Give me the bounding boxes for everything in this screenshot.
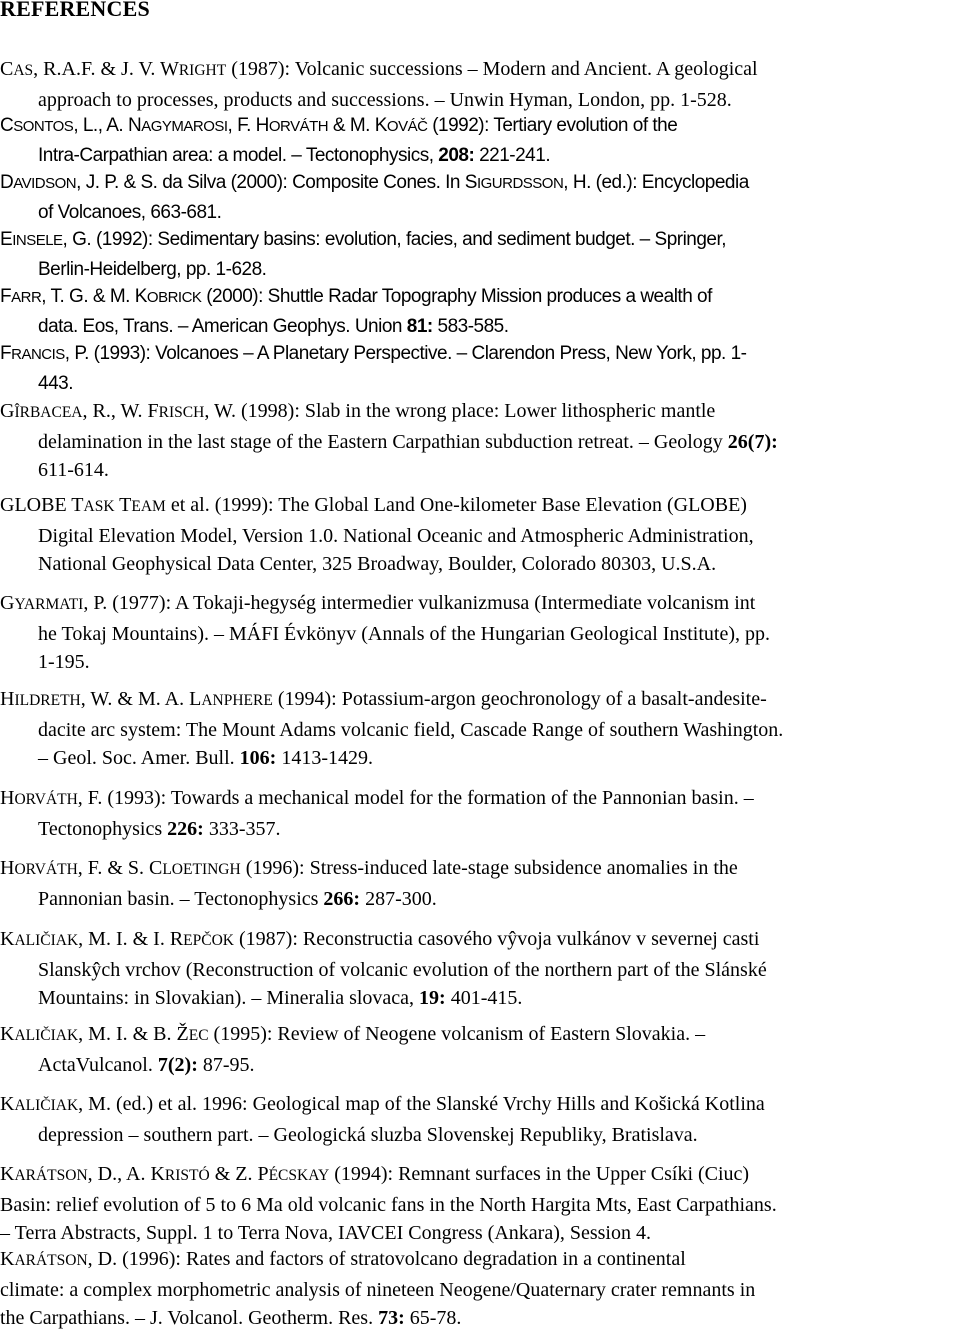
reference-line xyxy=(0,956,960,985)
reference-entry xyxy=(0,1245,960,1333)
reference-text: , F. (1993): Towards a mechanical model for the formation of the Pannonian basin. – xyxy=(77,787,754,809)
author-name: EC xyxy=(188,1027,209,1044)
reference-text: , D. (1996): Rates and factors of stratovolcano degradation in a continental xyxy=(87,1248,686,1270)
reference-text: Tectonophysics xyxy=(38,817,168,840)
reference-text: , W. & M. A. L xyxy=(80,688,202,710)
author-name: ORVÁTH xyxy=(14,861,78,878)
reference-entry xyxy=(0,112,960,170)
volume-number: 81: xyxy=(406,315,433,337)
reference-text: F xyxy=(0,286,12,307)
reference-line xyxy=(0,854,960,885)
author-name: ANPHERE xyxy=(201,692,273,709)
reference-text: K xyxy=(0,1093,15,1115)
reference-line xyxy=(0,589,960,620)
reference-text: , R., W. F xyxy=(82,400,159,422)
author-name: AS xyxy=(13,62,34,79)
reference-text: ActaVulcanol. xyxy=(38,1053,158,1076)
volume-number: 106: xyxy=(239,747,277,769)
reference-line xyxy=(0,491,960,522)
reference-text: , P. (1977): A Tokaji-hegység intermedier vulkanizmusa (Intermediate volcanism int xyxy=(83,592,756,614)
reference-entry xyxy=(0,685,960,773)
reference-entry xyxy=(0,854,960,913)
reference-text: Intra-Carpathian area: a model. – Tectonophysics, xyxy=(38,144,439,166)
author-name: OVÁČ xyxy=(386,118,428,135)
reference-line xyxy=(0,1276,960,1305)
reference-entry xyxy=(0,784,960,843)
reference-text: Digital Elevation Model, Version 1.0. National Oceanic and Atmospheric Administration, xyxy=(38,524,754,547)
reference-line xyxy=(0,784,960,815)
reference-text: Mountains: in Slovakian). – Mineralia slovaca, xyxy=(38,987,420,1009)
author-name: ORVÁTH xyxy=(268,118,329,135)
reference-line xyxy=(0,1090,960,1121)
reference-text: National Geophysical Data Center, 325 Broadway, Boulder, Colorado 80303, U.S.A. xyxy=(38,553,717,575)
reference-text: C xyxy=(0,58,14,80)
reference-line xyxy=(0,1051,960,1080)
author-name: ARÁTSON xyxy=(14,1167,88,1184)
author-name: ILDRETH xyxy=(14,692,81,709)
reference-text: D xyxy=(0,172,14,193)
reference-text: 333-357. xyxy=(203,817,281,840)
reference-text: , F. H xyxy=(227,115,269,136)
reference-text: & Z. P xyxy=(209,1163,269,1185)
reference-text: , M. I. & B. Ž xyxy=(78,1023,189,1045)
volume-number: 208: xyxy=(438,144,475,166)
reference-text: – Geol. Soc. Amer. Bull. xyxy=(38,747,240,769)
reference-line xyxy=(0,86,960,115)
reference-entry xyxy=(0,55,960,114)
reference-text: Pannonian basin. – Tectonophysics xyxy=(38,887,324,910)
reference-line xyxy=(0,1219,960,1248)
author-name: RIGHT xyxy=(178,62,227,79)
author-name: ORVÁTH xyxy=(14,791,78,808)
volume-number: 19: xyxy=(419,987,446,1009)
reference-entry xyxy=(0,340,960,398)
reference-text: , W. (1998): Slab in the wrong place: Lower lithospheric mantle xyxy=(204,400,716,422)
reference-entry xyxy=(0,1090,960,1149)
reference-text: 1413-1429. xyxy=(276,747,374,769)
reference-text: (1996): Stress-induced late-stage subsidence anomalies in the xyxy=(240,857,738,879)
page-title: REFERENCES xyxy=(0,0,150,21)
reference-line xyxy=(0,1245,960,1276)
reference-text: G xyxy=(0,400,15,422)
reference-line xyxy=(0,885,960,914)
reference-line xyxy=(0,1304,960,1333)
reference-text: , J. P. & S. da Silva (2000): Composite Cones. In S xyxy=(76,172,477,193)
author-name: ÉCSKAY xyxy=(268,1167,330,1184)
reference-text: (1994): Potassium-argon geochronology of a basalt-andesite- xyxy=(272,688,767,710)
reference-line xyxy=(0,815,960,844)
reference-entry xyxy=(0,397,960,485)
reference-text: the Carpathians. – J. Volcanol. Geotherm. Res. xyxy=(0,1307,379,1329)
reference-text: , M. (ed.) et al. 1996: Geological map of the Slanské Vrchy Hills and Košická Kotlina xyxy=(78,1093,765,1115)
reference-text: (1992): Tertiary evolution of the xyxy=(427,115,678,136)
reference-line xyxy=(0,522,960,551)
reference-text: (1987): Volcanic successions – Modern and Ancient. A geological xyxy=(226,58,758,80)
reference-text: of Volcanoes, 663-681. xyxy=(38,201,222,223)
reference-line xyxy=(0,716,960,745)
reference-text: (2000): Shuttle Radar Topography Mission produces a wealth of xyxy=(201,286,712,307)
reference-line xyxy=(0,428,960,457)
reference-text: he Tokaj Mountains). – MÁFI Évkönyv (Annals of the Hungarian Geological Institute), pp. xyxy=(38,622,770,645)
reference-line xyxy=(0,620,960,649)
reference-text: , R.A.F. & J. V. W xyxy=(33,58,179,80)
reference-line xyxy=(0,456,960,485)
reference-text: delamination in the last stage of the Eastern Carpathian subduction retreat. – Geology xyxy=(38,430,728,453)
reference-text: dacite arc system: The Mount Adams volcanic field, Cascade Range of southern Washington. xyxy=(38,718,784,741)
reference-text: GLOBE T xyxy=(0,494,84,516)
reference-text: et al. (1999): The Global Land One-kilometer Base Elevation (GLOBE) xyxy=(165,494,747,516)
reference-text: H xyxy=(0,688,15,710)
reference-entry xyxy=(0,169,960,227)
reference-text: K xyxy=(0,1023,15,1045)
reference-text: 583-585. xyxy=(432,315,509,337)
author-name: OBRICK xyxy=(146,289,202,306)
reference-line xyxy=(0,1191,960,1220)
author-name: RANCIS xyxy=(11,346,65,363)
volume-number: 7(2): xyxy=(157,1053,198,1076)
reference-text: , F. & S. C xyxy=(77,857,163,879)
author-name: RISCH xyxy=(158,404,205,421)
author-name: LOETINGH xyxy=(162,861,241,878)
reference-text: H xyxy=(0,787,15,809)
reference-text: 611-614. xyxy=(38,459,109,481)
reference-text: , M. I. & I. R xyxy=(78,928,184,950)
reference-text: 87-95. xyxy=(197,1053,255,1076)
reference-text: (1995): Review of Neogene volcanism of Eastern Slovakia. – xyxy=(208,1023,706,1045)
reference-entry xyxy=(0,589,960,677)
author-name: ALIČIAK xyxy=(14,1027,79,1044)
reference-entry xyxy=(0,1160,960,1248)
reference-text: , G. (1992): Sedimentary basins: evolution, facies, and sediment budget. – Springer, xyxy=(62,229,727,250)
reference-line xyxy=(0,397,960,428)
reference-line xyxy=(0,925,960,956)
reference-text: , H. (ed.): Encyclopedia xyxy=(563,172,749,193)
author-name: EAM xyxy=(131,498,166,515)
reference-text: , T. G. & M. K xyxy=(41,286,147,307)
reference-line xyxy=(0,340,960,370)
reference-line xyxy=(0,142,960,171)
reference-text: , L., A. N xyxy=(73,115,142,136)
reference-text: H xyxy=(0,857,15,879)
author-name: ASK xyxy=(83,498,115,515)
reference-text: depression – southern part. – Geologická sluzba Slovenskej Republiky, Bratislava. xyxy=(38,1123,698,1146)
reference-line xyxy=(0,169,960,199)
author-name: ARR xyxy=(11,289,42,306)
reference-text: 443. xyxy=(38,372,73,394)
author-name: ALIČIAK xyxy=(14,932,79,949)
author-name: SONTOS xyxy=(13,118,74,135)
author-name: AGYMAROSI xyxy=(141,118,228,135)
author-name: AVIDSON xyxy=(13,175,77,192)
reference-text: climate: a complex morphometric analysis of nineteen Neogene/Quaternary crater remnants in xyxy=(0,1278,756,1301)
reference-line xyxy=(0,1020,960,1051)
reference-line xyxy=(0,1160,960,1191)
reference-text: data. Eos, Trans. – American Geophys. Union xyxy=(38,315,407,337)
author-name: YARMATI xyxy=(14,596,84,613)
reference-entry xyxy=(0,925,960,1013)
reference-line xyxy=(0,550,960,579)
reference-text: (1994): Remnant surfaces in the Upper Csíki (Ciuc) xyxy=(329,1163,750,1185)
reference-text: , D., A. K xyxy=(87,1163,165,1185)
reference-text: T xyxy=(114,494,132,516)
reference-line xyxy=(0,226,960,256)
reference-entry xyxy=(0,1020,960,1079)
reference-text: E xyxy=(0,229,13,250)
reference-entry xyxy=(0,491,960,579)
reference-line xyxy=(0,648,960,677)
reference-text: – Terra Abstracts, Suppl. 1 to Terra Nova, IAVCEI Congress (Ankara), Session 4. xyxy=(0,1222,651,1244)
author-name: IGURDSSON xyxy=(476,175,564,192)
reference-text: 1-195. xyxy=(38,651,90,673)
reference-text: 287-300. xyxy=(360,887,437,910)
reference-line xyxy=(0,370,960,399)
reference-text: K xyxy=(0,928,15,950)
reference-line xyxy=(0,685,960,716)
volume-number: 73: xyxy=(378,1307,405,1329)
reference-text: 401-415. xyxy=(445,987,523,1009)
author-name: ALIČIAK xyxy=(14,1097,79,1114)
reference-text: Slanskŷch vrchov (Reconstruction of volcanic evolution of the northern part of the Slánské xyxy=(38,958,767,981)
reference-text: , P. (1993): Volcanoes – A Planetary Perspective. – Clarendon Press, New York, pp. 1- xyxy=(64,343,747,364)
volume-number: 266: xyxy=(323,887,361,910)
reference-line xyxy=(0,256,960,285)
reference-entry xyxy=(0,226,960,284)
reference-line xyxy=(0,112,960,142)
reference-line xyxy=(0,55,960,86)
reference-text: Basin: relief evolution of 5 to 6 Ma old volcanic fans in the North Hargita Mts, East Carpathians. xyxy=(0,1193,777,1216)
author-name: ARÁTSON xyxy=(14,1252,88,1269)
reference-text: F xyxy=(0,343,12,364)
author-name: INSELE xyxy=(12,232,63,249)
reference-text: (1987): Reconstructia casového vŷvoja vulkánov v severnej casti xyxy=(234,928,760,950)
author-name: EPČOK xyxy=(183,932,234,949)
reference-line xyxy=(0,744,960,773)
reference-text: approach to processes, products and successions. – Unwin Hyman, London, pp. 1-528. xyxy=(38,88,732,111)
reference-text: K xyxy=(0,1163,15,1185)
reference-text: C xyxy=(0,115,14,136)
reference-text: & M. K xyxy=(328,115,387,136)
reference-line xyxy=(0,199,960,228)
reference-line xyxy=(0,313,960,342)
reference-text: 221-241. xyxy=(474,144,551,166)
author-name: RISTÓ xyxy=(164,1167,210,1184)
author-name: ÎRBACEA xyxy=(14,404,83,421)
reference-entry xyxy=(0,283,960,341)
reference-text: G xyxy=(0,592,15,614)
reference-text: Berlin-Heidelberg, pp. 1-628. xyxy=(38,258,267,280)
reference-line xyxy=(0,283,960,313)
reference-text: K xyxy=(0,1248,15,1270)
reference-text: 65-78. xyxy=(404,1307,462,1329)
volume-number: 226: xyxy=(167,817,204,840)
reference-line xyxy=(0,984,960,1013)
volume-number: 26(7): xyxy=(727,430,778,453)
reference-line xyxy=(0,1121,960,1150)
